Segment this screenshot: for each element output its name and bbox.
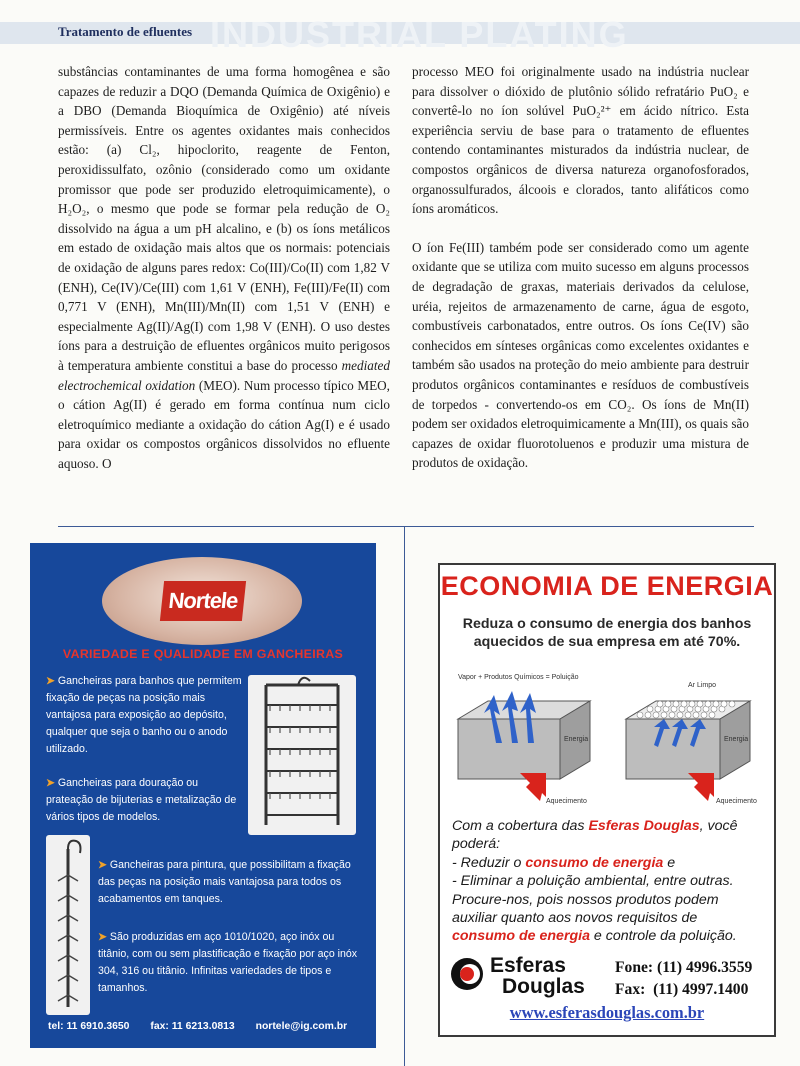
bullet-item: ➤ Gancheiras para banhos que permitem fixação de peças na posição mais vantajosa para exposição ao depósito, qualquer que seja o banho ou o anodo utilizado. <box>46 675 242 755</box>
nortele-phone: tel: 11 6910.3650 <box>48 1021 130 1032</box>
arrow-icon: ➤ <box>46 675 55 687</box>
diagram-label-energy-right: Energia <box>724 736 749 743</box>
copy-item-1: - Reduzir o consumo de energia e <box>452 854 676 871</box>
horizontal-divider <box>58 526 754 527</box>
ad-subtitle: Reduza o consumo de energia dos banhos aquecidos de sua empresa em até 70%. <box>462 616 752 650</box>
tank-comparison-diagram <box>450 669 764 805</box>
article-paragraph: O íon Fe(III) também pode ser considerado como um agente oxidante que se utiliza com muito sucesso em alguns processos de degradação de graxas, materiais derivados da celulose, uréia, rejeitos de armazenamento de carne, água de esgoto, combustíveis carbonatados, entre outros. Os íons Ce(IV) são conhecidos em sínteses orgânicas como excelentes oxidantes e também são usados na proteção do meio ambiente para destruir produtos orgânicos contaminantes e resíduos de combustíveis de torpedos - convertendo-os em CO₂. Os íons de Mn(II) podem ser oxidados eletroquimicamente a Mn(III), os quais são capazes de oxidar fluorotoluenos e produzir uma mistura de produtos de oxidação. <box>412 239 749 471</box>
diagram-label-heating: Aquecimento <box>546 798 587 805</box>
vertical-divider <box>404 526 405 1066</box>
ad-title: ECONOMIA DE ENERGIA <box>440 571 774 601</box>
copy-item-2: - Eliminar a poluição ambiental, entre outras. <box>452 873 734 890</box>
article-paragraph: substâncias contaminantes de uma forma homogênea e são capazes de reduzir a DQO (Demanda Química de Oxigênio) e a DBO (Demanda Bioquímica de Oxigênio) até níveis permissíveis. Entre os agentes oxidantes mais conhecidos estão: (a) Cl₂, hipoclorito, reagente de Fenton, peroxidissulfato, ozônio (considerado como um oxidante promissor que pode ser produzido eletroquimicamente), o H₂O₂, o mesmo que pode se formar pela redução de O₂ dissolvido na água a um pH alcalino, e (b) os íons metálicos em estado de oxidação mais altos que os normais: potenciais de oxidação de alguns pares redox: Co(III)/Co(II) com 1,82 V (ENH), Ce(IV)/Ce(III) com 1,61 V (ENH), Fe(III)/Fe(II) com 0,771 V (ENH), Mn(III)/Mn(II) com 1,51 V (ENH) e especialmente Ag(II)/Ag(I) com 1,98 V (ENH). O uso destes íons para a destruição de efluentes orgânicos muito perigosos à temperatura ambiente constitui a base do processo mediated electrochemical oxidation (MEO). Num processo típico MEO, o cátion Ag(II) é gerado em forma contínua num ciclo eletroquímico mediante a oxidação do cátion Ag(I) e é usado para oxidar os compostos orgânicos dissolvidos no efluente aquoso. O <box>58 64 390 471</box>
esferas-douglas-ad <box>438 563 776 1037</box>
rack-icon <box>248 675 356 835</box>
nortele-ad <box>30 543 376 1048</box>
esferas-contact <box>615 957 752 1001</box>
copy-outro: Procure-nos, pois nossos produtos podem auxiliar quanto aos novos requisitos de consumo de energia e controle da poluição. <box>452 891 737 945</box>
tank-diagram <box>450 669 764 805</box>
ad-copy <box>452 817 764 946</box>
esferas-douglas-logo: Esferas Douglas <box>490 954 585 998</box>
nortele-email: nortele@ig.com.br <box>255 1021 348 1032</box>
diagram-label-pollution: Vapor + Produtos Químicos = Poluição <box>458 674 579 681</box>
hook-rack-icon <box>46 835 90 1015</box>
nortele-logo: Nortele <box>160 581 246 621</box>
article-paragraph: processo MEO foi originalmente usado na indústria nuclear para dissolver o dióxido de plutônio sólido refratário PuO₂ e convertê-lo no íon solúvel PuO₂²⁺ em ácido nítrico. Esta experiência serviu de base para o tratamento de efluentes contendo contaminantes misturados da indústria nuclear, de compostos orgânicos de diversa natureza organofosforados, organossulfurados, álcoois e clorados, tanto alifáticos como íons aromáticos. <box>412 64 749 217</box>
arrow-icon: ➤ <box>46 777 55 789</box>
diagram-label-clean-air: Ar Limpo <box>688 682 717 689</box>
section-title: Tratamento de efluentes <box>58 24 193 39</box>
rack-image <box>248 675 356 835</box>
covered-tank <box>626 701 757 805</box>
ad-headline: VARIEDADE E QUALIDADE EM GANCHEIRAS <box>62 647 344 661</box>
arrow-icon: ➤ <box>98 859 107 871</box>
esferas-phone: Fone: (11) 4996.3559 <box>615 959 753 976</box>
arrow-icon: ➤ <box>98 931 107 943</box>
hook-rack-image <box>46 835 90 1015</box>
nortele-fax: fax: 11 6213.0813 <box>150 1021 235 1032</box>
bullet-item: ➤ Gancheiras para pintura, que possibilitam a fixação das peças na posição mais vantajosa para todos os acabamentos em tanques. <box>98 859 351 905</box>
esferas-douglas-logo-icon <box>450 957 484 991</box>
article-column-left <box>58 62 390 492</box>
diagram-label-heating-right: Aquecimento <box>716 798 757 805</box>
esferas-website-link[interactable]: www.esferasdouglas.com.br <box>509 1003 705 1022</box>
open-tank <box>458 691 590 805</box>
header-background-word: INDUSTRIAL PLATING <box>210 14 629 55</box>
bullet-item: ➤ Gancheiras para douração ou prateação de bijuterias e metalização de vários tipos de modelos. <box>46 777 237 823</box>
bullet-item: ➤ São produzidas em aço 1010/1020, aço inóx ou titânio, com ou sem plastificação e fixação por aço inóx 304, 316 ou titânio. Infinitas variedades de tipos e tamanhos. <box>98 931 358 994</box>
esferas-fax: Fax: (11) 4997.1400 <box>615 981 749 998</box>
esferas-logo-row <box>450 953 764 1003</box>
copy-intro: Com a cobertura das Esferas Douglas, você poderá: <box>452 818 738 853</box>
nortele-contact <box>48 1021 365 1032</box>
article-column-right <box>412 62 749 492</box>
diagram-label-energy: Energia <box>564 736 589 743</box>
